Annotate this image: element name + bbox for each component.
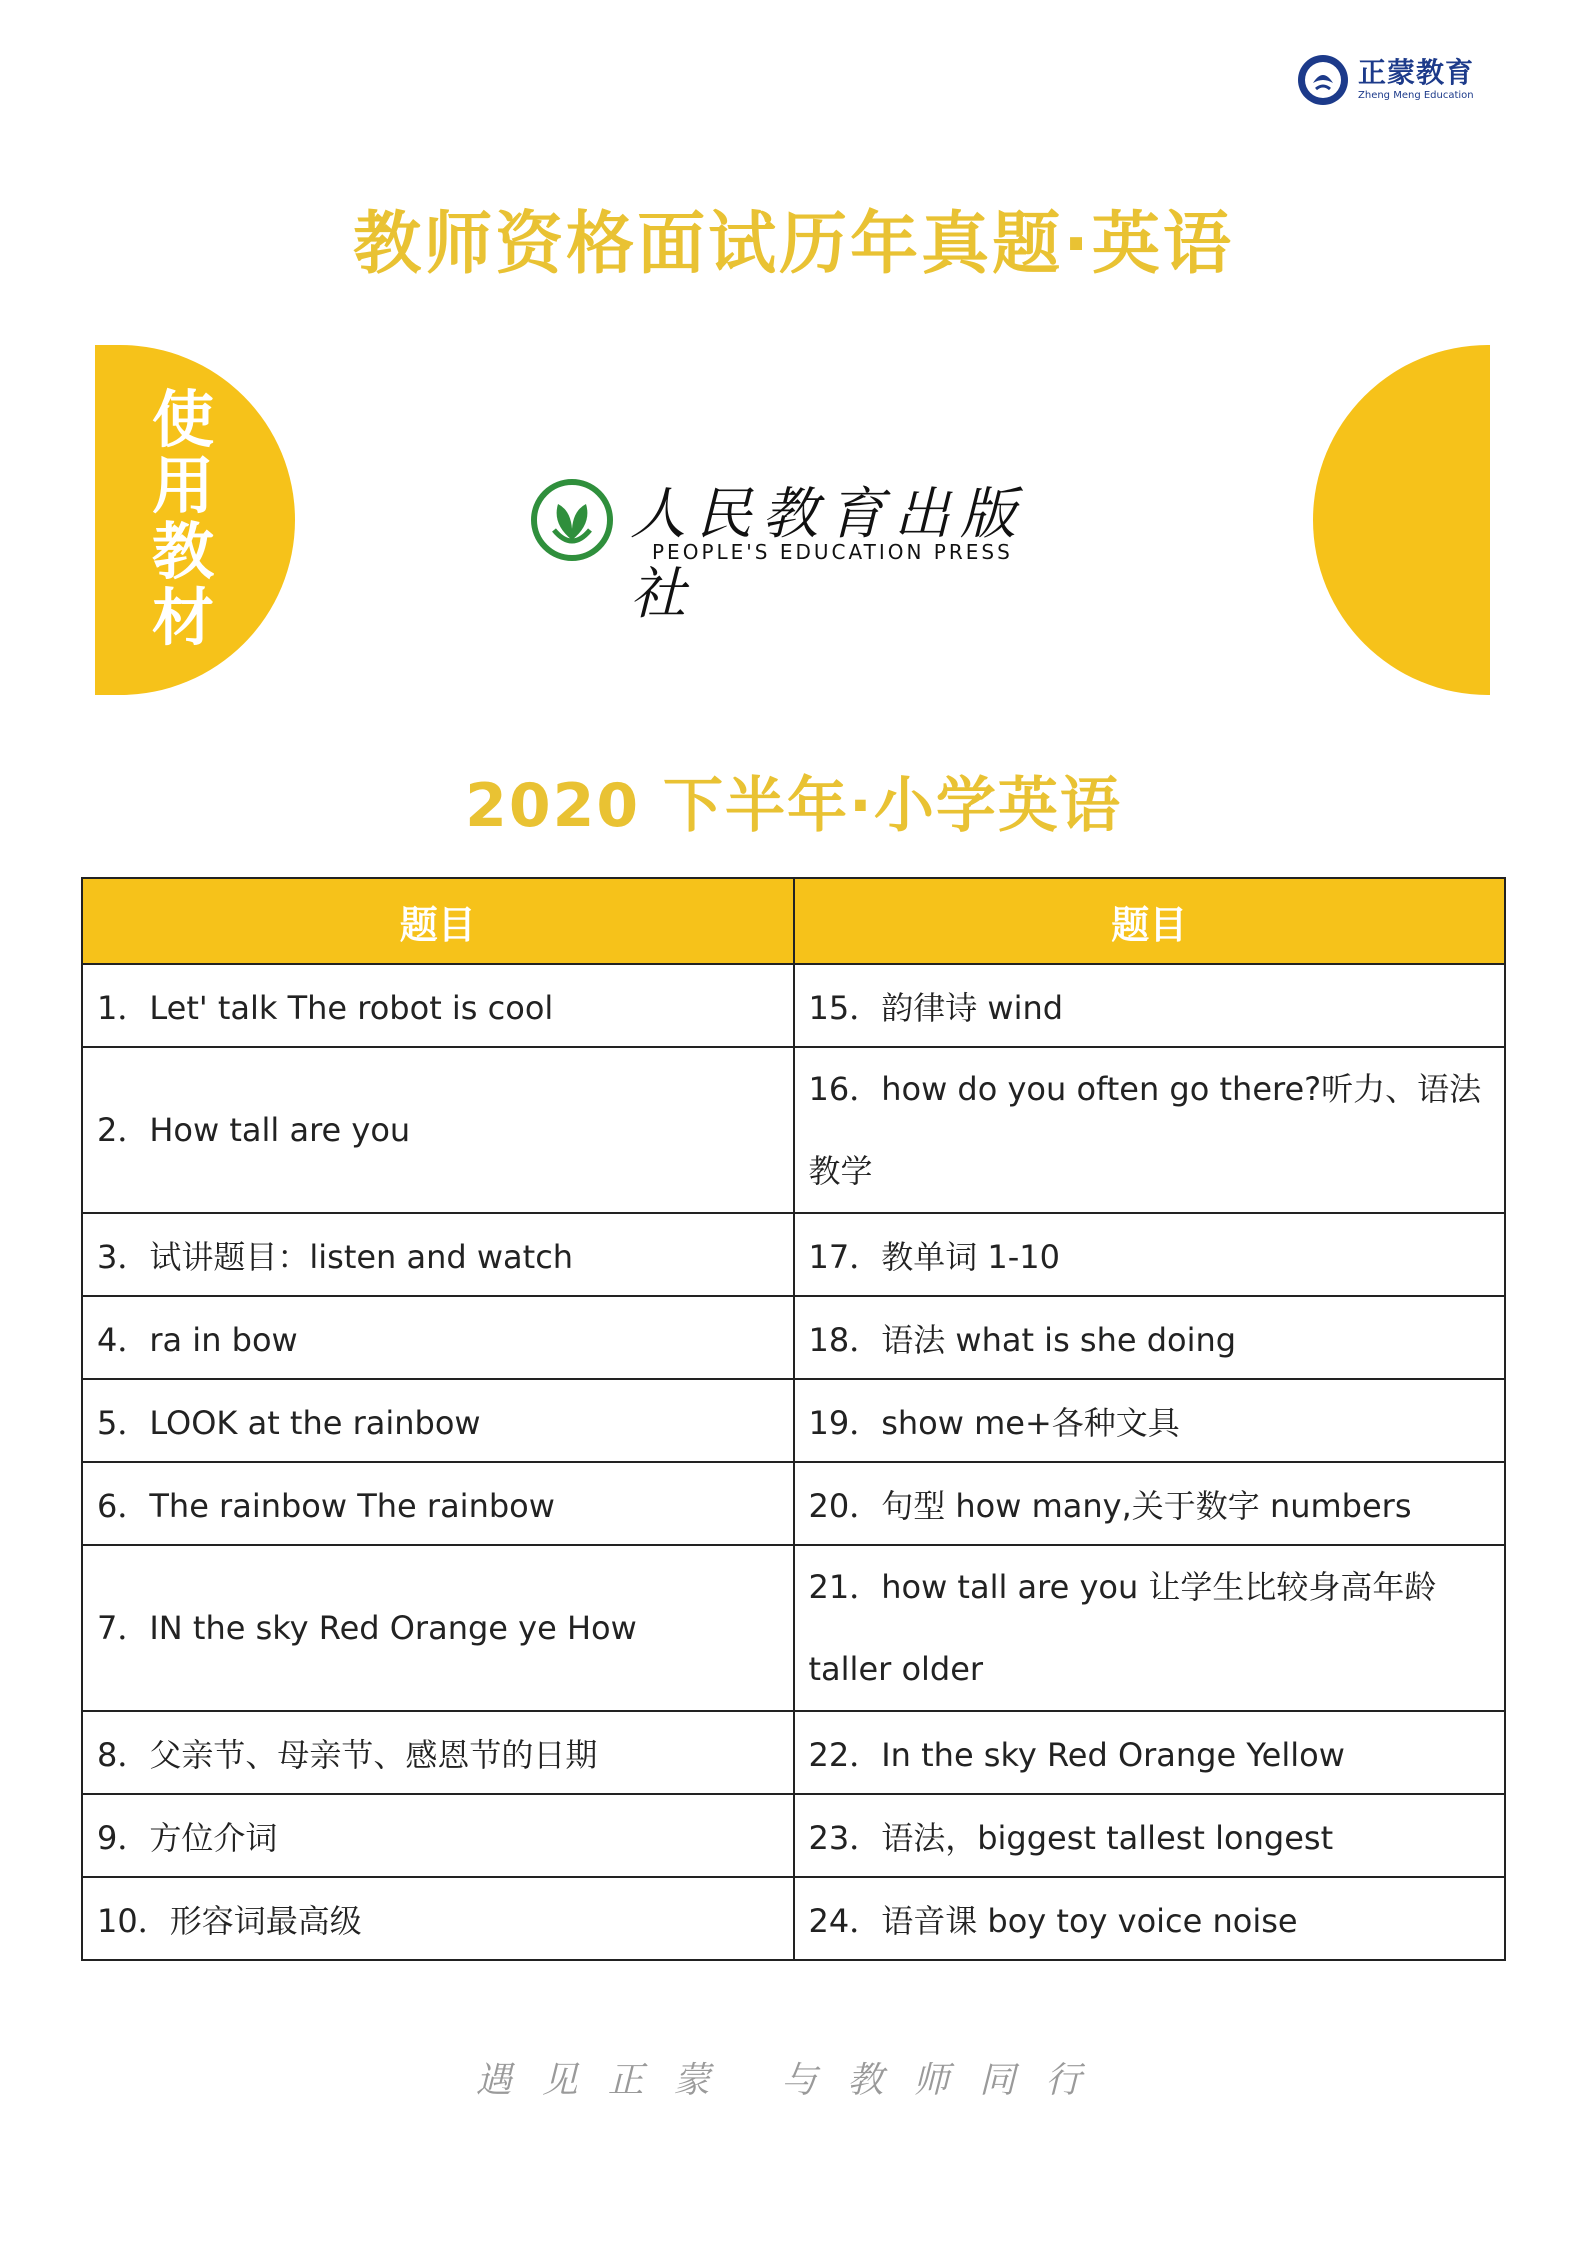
table-cell: 20．句型 how many,关于数字 numbers [794, 1462, 1506, 1545]
table-row [82, 1877, 1505, 1960]
table-cell: 3．试讲题目：listen and watch [82, 1213, 794, 1296]
brand-logo [1296, 52, 1486, 108]
table-cell: 15．韵律诗 wind [794, 964, 1506, 1047]
table-header-row [82, 878, 1505, 964]
footer-slogan: 遇见正蒙 与教师同行 [475, 2060, 1112, 2101]
table-row [82, 1794, 1505, 1877]
leaf-emblem-icon [530, 478, 614, 562]
page-title: 教师资格面试历年真题·英语 [353, 205, 1234, 284]
table-row [82, 964, 1505, 1047]
brand-name-en: Zheng Meng Education [1358, 90, 1474, 101]
table-cell: 7．IN the sky Red Orange ye How [82, 1545, 794, 1711]
section-subtitle: 2020 下半年·小学英语 [465, 771, 1122, 841]
column-header: 题目 [794, 878, 1506, 964]
table-row [82, 1047, 1505, 1213]
table-cell: 19．show me+各种文具 [794, 1379, 1506, 1462]
table-cell: 22．In the sky Red Orange Yellow [794, 1711, 1506, 1794]
table-cell: 5．LOOK at the rainbow [82, 1379, 794, 1462]
table-cell: 9．方位介词 [82, 1794, 794, 1877]
table-cell: 16．how do you often go there?听力、语法教学 [794, 1047, 1506, 1213]
table-cell: 24．语音课 boy toy voice noise [794, 1877, 1506, 1960]
publisher-name: 人民教育出版社 [630, 482, 1026, 627]
table-row [82, 1545, 1505, 1711]
table-cell: 21．how tall are you 让学生比较身高年龄 taller older [794, 1545, 1506, 1711]
publisher-name-en: PEOPLE'S EDUCATION PRESS [652, 540, 1013, 564]
table-row [82, 1462, 1505, 1545]
table-row [82, 1379, 1505, 1462]
table-row [82, 1213, 1505, 1296]
table-cell: 23．语法，biggest tallest longest [794, 1794, 1506, 1877]
table-cell: 6．The rainbow The rainbow [82, 1462, 794, 1545]
zhengmeng-emblem-icon [1296, 53, 1350, 107]
table-row [82, 1296, 1505, 1379]
table-cell: 10．形容词最高级 [82, 1877, 794, 1960]
table-cell: 8．父亲节、母亲节、感恩节的日期 [82, 1711, 794, 1794]
textbook-badge [95, 345, 295, 695]
table-cell: 1．Let' talk The robot is cool [82, 964, 794, 1047]
decorative-half-circle [1313, 345, 1490, 695]
table-cell: 2．How tall are you [82, 1047, 794, 1213]
exam-topics-table [81, 877, 1506, 1961]
brand-name: 正蒙教育 [1358, 56, 1475, 89]
column-header: 题目 [82, 878, 794, 964]
table-cell: 4．ra in bow [82, 1296, 794, 1379]
publisher-logo [530, 470, 1070, 627]
table-cell: 17．教单词 1-10 [794, 1213, 1506, 1296]
table-cell: 18．语法 what is she doing [794, 1296, 1506, 1379]
table-row [82, 1711, 1505, 1794]
textbook-label: 使用教材 [151, 383, 214, 654]
